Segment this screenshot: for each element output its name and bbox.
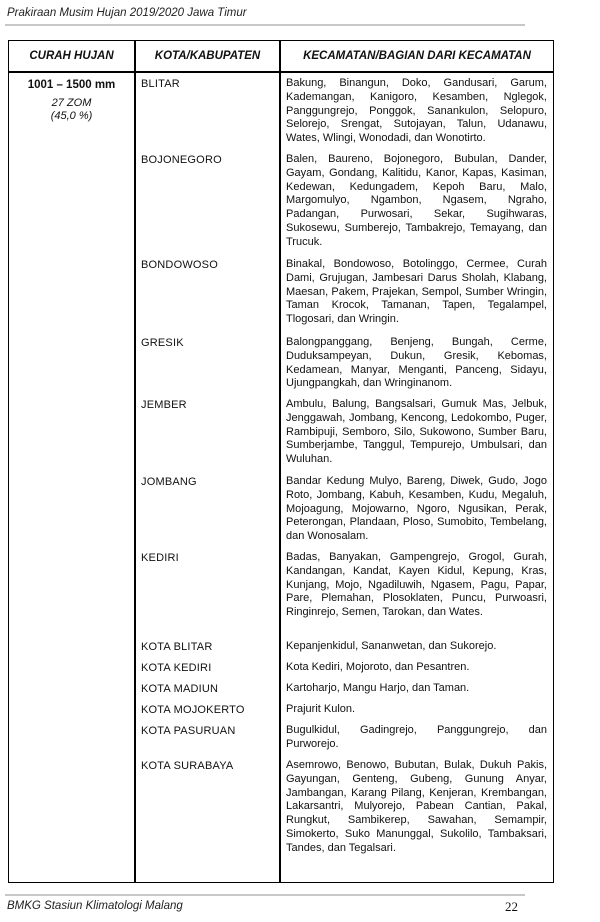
table-row-kecamatan: Bugulkidul, Gadingrejo, Panggungrejo, dan Purworejo. xyxy=(286,724,547,750)
page-number: 22 xyxy=(505,899,518,914)
table-row-kecamatan: Bakung, Binangun, Doko, Gandusari, Garum, Kademangan, Kanigoro, Kesamben, Nglegok, Panggungrejo, Ponggok, Sanankulon, Selopuro, Selorejo, Srengat, Sutojayan, Talun, Udanawu, Wates, Wlingi, Wonodadi, dan Wonotirto. xyxy=(286,77,547,145)
rainfall-zom-percent: (45,0 %) xyxy=(50,110,93,122)
table-row-kota: KOTA MADIUN xyxy=(141,683,219,695)
table-row-kota: GRESIK xyxy=(141,337,184,349)
rainfall-region-table xyxy=(8,40,554,883)
table-row-kecamatan: Binakal, Bondowoso, Botolinggo, Cermee, Curah Dami, Grujugan, Jambesari Darus Sholah, Klabang, Maesan, Pakem, Prajekan, Sempol, Sumber Wringin, Taman Krocok, Tamanan, Tapen, Tegalampel, Tlogosari, dan Wringin. xyxy=(286,258,547,326)
table-row-kecamatan: Kota Kediri, Mojoroto, dan Pesantren. xyxy=(286,661,470,673)
table-row-kota: BOJONEGORO xyxy=(141,154,222,166)
column-divider xyxy=(279,41,281,882)
header-row-divider xyxy=(9,71,553,73)
table-row-kota: KOTA MOJOKERTO xyxy=(141,704,245,716)
table-row-kota: JEMBER xyxy=(141,399,187,411)
table-row-kota: BONDOWOSO xyxy=(141,259,218,271)
table-row-kecamatan: Kepanjenkidul, Sananwetan, dan Sukorejo. xyxy=(286,640,497,652)
table-row-kecamatan: Prajurit Kulon. xyxy=(286,703,356,715)
table-row-kecamatan: Balongpanggang, Benjeng, Bungah, Cerme, Duduksampeyan, Dukun, Gresik, Kebomas, Kedamean, Manyar, Menganti, Panceng, Sidayu, Ujungpangkah, dan Wringinanom. xyxy=(286,336,547,390)
rainfall-range: 1001 – 1500 mm xyxy=(27,79,116,91)
footer-divider xyxy=(5,894,525,896)
footer-organization: BMKG Stasiun Klimatologi Malang xyxy=(7,900,183,912)
column-header-curah-hujan: CURAH HUJAN xyxy=(29,50,114,62)
table-row-kota: KOTA KEDIRI xyxy=(141,662,212,674)
table-row-kecamatan: Ambulu, Balung, Bangsalsari, Gumuk Mas, Jelbuk, Jenggawah, Jombang, Kencong, Ledokombo, Puger, Rambipuji, Semboro, Silo, Sukowono, Sumber Baru, Sumberjambe, Tanggul, Tempurejo, Umbulsari, dan Wuluhan. xyxy=(286,398,547,466)
table-row-kota: KOTA SURABAYA xyxy=(141,760,234,772)
table-row-kota: JOMBANG xyxy=(141,476,197,488)
table-row-kota: KOTA BLITAR xyxy=(141,641,213,653)
page-header-title: Prakiraan Musim Hujan 2019/2020 Jawa Timur xyxy=(7,7,247,19)
rainfall-cell xyxy=(9,79,134,123)
table-row-kecamatan: Badas, Banyakan, Gampengrejo, Grogol, Gurah, Kandangan, Kandat, Kayen Kidul, Kepung, Kras, Kunjang, Mojo, Ngadiluwih, Ngasem, Pagu, Papar, Pare, Plemahan, Plosoklaten, Puncu, Purwoasri, Ringinrejo, Semen, Tarokan, dan Wates. xyxy=(286,551,547,619)
table-row-kecamatan: Balen, Baureno, Bojonegoro, Bubulan, Dander, Gayam, Gondang, Kalitidu, Kanor, Kapas, Kasiman, Kedewan, Kedungadem, Kepoh Baru, Malo, Margomulyo, Ngambon, Ngasem, Ngraho, Padangan, Purwosari, Sekar, Sugihwaras, Sukosewu, Sumberejo, Tambakrejo, Temayang, dan Trucuk. xyxy=(286,153,547,248)
table-row-kecamatan: Bandar Kedung Mulyo, Bareng, Diwek, Gudo, Jogo Roto, Jombang, Kabuh, Kesamben, Kudu, Megaluh, Mojoagung, Mojowarno, Ngoro, Ngusikan, Perak, Peterongan, Plandaan, Ploso, Sumobito, Tembelang, dan Wonosalam. xyxy=(286,475,547,543)
rainfall-zom-count: 27 ZOM xyxy=(51,97,92,109)
table-row-kota: KOTA PASURUAN xyxy=(141,725,236,737)
table-row-kecamatan: Kartoharjo, Mangu Harjo, dan Taman. xyxy=(286,682,470,694)
column-divider xyxy=(134,41,136,882)
table-row-kota: BLITAR xyxy=(141,78,180,90)
column-header-kecamatan: KECAMATAN/BAGIAN DARI KECAMATAN xyxy=(303,50,531,62)
column-header-kota-kabupaten: KOTA/KABUPATEN xyxy=(154,50,261,62)
table-row-kota: KEDIRI xyxy=(141,552,179,564)
header-divider xyxy=(5,24,525,26)
table-row-kecamatan: Asemrowo, Benowo, Bubutan, Bulak, Dukuh Pakis, Gayungan, Genteng, Gubeng, Gunung Anyar, Jambangan, Karang Pilang, Kenjeran, Krembangan, Lakarsantri, Mulyorejo, Pabean Cantian, Pakal, Rungkut, Sambikerep, Sawahan, Semampir, Simokerto, Suko Manunggal, Sukolilo, Tambaksari, Tandes, dan Tegalsari. xyxy=(286,759,547,854)
